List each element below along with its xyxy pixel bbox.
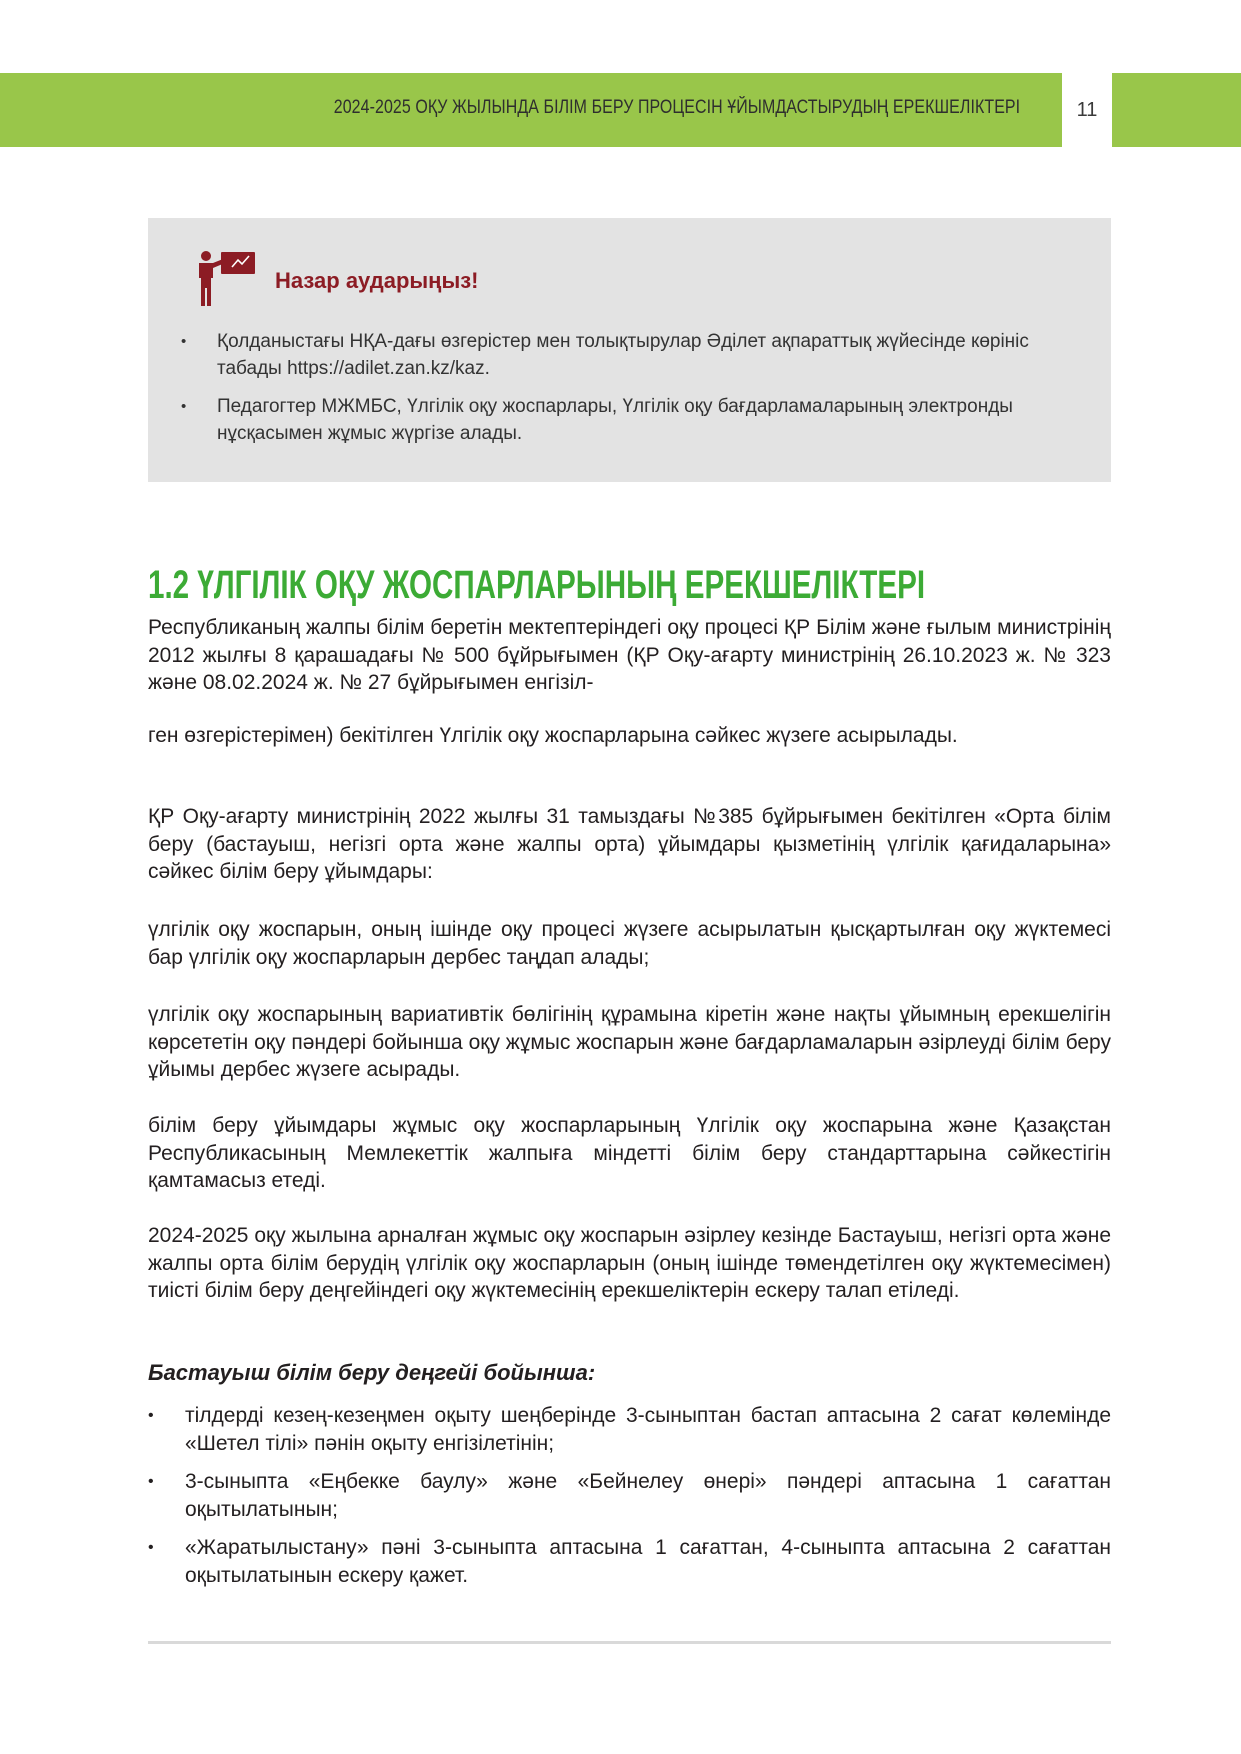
teacher-presentation-icon	[194, 250, 258, 308]
paragraph: үлгілік оқу жоспарын, оның ішінде оқу процесі жүзеге асырылатын қысқартылған оқу жүктемесі бар үлгілік оқу жоспарларын дербес таңдап алады;	[148, 918, 1111, 969]
bullet-icon: •	[181, 398, 187, 415]
header-band	[0, 73, 1062, 147]
paragraph: білім беру ұйымдары жұмыс оқу жоспарларының Үлгілік оқу жоспарына және Қазақстан Республикасының Мемлекеттік жалпыға міндетті білім беру стандарттарына сәйкестігін қамтамасыз етеді.	[148, 1114, 1111, 1192]
bullet-text: 3-сыныпта «Еңбекке баулу» және «Бейнелеу өнері» пәндері аптасына 1 сағаттан оқытылатынын;	[185, 1470, 1111, 1521]
paragraph: Республиканың жалпы білім беретін мектептеріндегі оқу процесі ҚР Білім және ғылым министрінің 2012 жылғы 8 қарашадағы № 500 бұйрығымен (ҚР Оқу-ағарту министрінің 26.10.2023 ж. № 323 және 08.02.2024 ж. № 27 бұйрығымен енгізіл-	[148, 616, 1111, 694]
header-band-right	[1112, 73, 1241, 147]
paragraph: үлгілік оқу жоспарының вариативтік бөлігінің құрамына кіретін және нақты ұйымның ерекшелігін көрсететін оқу пәндері бойынша оқу жұмыс жоспарын және бағдарламаларын әзірлеуді білім беру ұйымы дербес жүзеге асырады.	[148, 1003, 1111, 1081]
list-item	[148, 1534, 1111, 1590]
bullet-icon: •	[181, 333, 187, 350]
note-bullet-text: Педагогтер МЖМБС, Үлгілік оқу жоспарлары, Үлгілік оқу бағдарламаларының электронды нұсқасымен жұмыс жүргізе алады.	[217, 396, 1013, 444]
list-item	[178, 393, 1088, 447]
bullet-icon: •	[148, 1407, 154, 1424]
list-item	[178, 328, 1088, 382]
bullet-icon: •	[148, 1473, 154, 1490]
bullet-icon: •	[148, 1539, 154, 1556]
note-title: Назар аударыңыз!	[275, 268, 479, 293]
attention-note-box	[148, 218, 1111, 482]
subheading: Бастауыш білім беру деңгейі бойынша:	[148, 1360, 596, 1385]
section-heading: 1.2 ҮЛГІЛІК ОҚУ ЖОСПАРЛАРЫНЫҢ ЕРЕКШЕЛІКТЕРІ	[148, 563, 926, 607]
note-bullet-text: Қолданыстағы НҚА-дағы өзгерістер мен толықтырулар Әділет ақпараттық жүйесінде көрініс табады https://adilet.zan.kz/kaz.	[217, 331, 1029, 379]
page-number: 11	[1076, 99, 1098, 121]
paragraph: ҚР Оқу-ағарту министрінің 2022 жылғы 31 тамыздағы №385 бұйрығымен бекітілген «Орта білім беру (бастауыш, негізгі орта және жалпы орта) ұйымдары қызметінің үлгілік қағидаларына» сәйкес білім беру ұйымдары:	[148, 805, 1111, 883]
bullet-list	[148, 1402, 1111, 1600]
running-header-title: 2024-2025 ОҚУ ЖЫЛЫНДА БІЛІМ БЕРУ ПРОЦЕСІН ҰЙЫМДАСТЫРУДЫҢ ЕРЕКШЕЛІКТЕРІ	[333, 97, 1020, 118]
paragraph: ген өзгерістерімен) бекітілген Үлгілік оқу жоспарларына сәйкес жүзеге асырылады.	[148, 724, 958, 747]
paragraph: 2024-2025 оқу жылына арналған жұмыс оқу жоспарын әзірлеу кезінде Бастауыш, негізгі орта және жалпы орта білім берудің үлгілік оқу жоспарларын (оның ішінде төмендетілген оқу жүктемесімен) тиісті білім беру деңгейіндегі оқу жүктемесінің ерекшеліктерін ескеру талап етіледі.	[148, 1224, 1111, 1302]
list-item	[148, 1402, 1111, 1458]
bullet-text: тілдерді кезең-кезеңмен оқыту шеңберінде 3-сыныптан бастап аптасына 2 сағат көлемінде «Шетел тілі» пәнін оқыту енгізілетінін;	[185, 1404, 1111, 1455]
note-bullet-list	[178, 328, 1088, 458]
footer-divider	[148, 1641, 1111, 1644]
list-item	[148, 1468, 1111, 1524]
bullet-text: «Жаратылыстану» пәні 3-сыныпта аптасына 1 сағаттан, 4-сыныпта аптасына 2 сағаттан оқытылатынын ескеру қажет.	[185, 1536, 1111, 1587]
